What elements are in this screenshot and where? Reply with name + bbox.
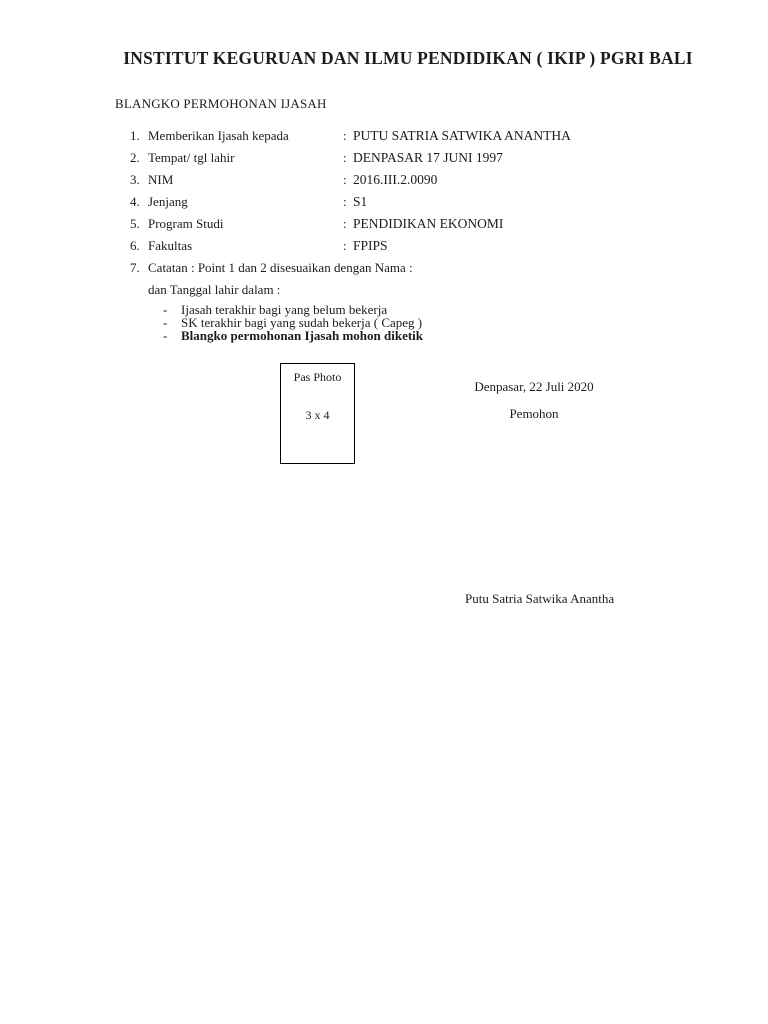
note-bullet-mohon-diketik xyxy=(0,328,768,343)
field-separator: : xyxy=(343,128,347,143)
field-label: Jenjang xyxy=(148,194,188,209)
field-number: 7. xyxy=(130,260,140,275)
note-text-line2: dan Tanggal lahir dalam : xyxy=(148,282,281,297)
bullet-dash: - xyxy=(163,328,168,343)
field-value-fakultas: FPIPS xyxy=(353,238,388,253)
field-separator: : xyxy=(343,150,347,165)
note-text-line1: Catatan : Point 1 dan 2 disesuaikan dengan Nama : xyxy=(148,260,413,275)
field-label: Program Studi xyxy=(148,216,224,231)
form-heading: BLANGKO PERMOHONAN IJASAH xyxy=(115,96,327,111)
field-number: 2. xyxy=(130,150,140,165)
field-row-nim xyxy=(0,172,768,190)
field-label: Memberikan Ijasah kepada xyxy=(148,128,289,143)
field-value-birth: DENPASAR 17 JUNI 1997 xyxy=(353,150,503,165)
field-value-name: PUTU SATRIA SATWIKA ANANTHA xyxy=(353,128,571,143)
pas-photo-box xyxy=(280,363,355,464)
field-separator: : xyxy=(343,172,347,187)
field-number: 6. xyxy=(130,238,140,253)
field-separator: : xyxy=(343,238,347,253)
bullet-text: SK terakhir bagi yang sudah bekerja ( Capeg ) xyxy=(181,315,423,330)
pas-photo-size: 3 x 4 xyxy=(305,408,330,422)
field-separator: : xyxy=(343,216,347,231)
field-number: 1. xyxy=(130,128,140,143)
signature-role: Pemohon xyxy=(509,406,559,421)
field-row-program-studi xyxy=(0,216,768,234)
signature-block xyxy=(454,379,614,422)
field-label: NIM xyxy=(148,172,174,187)
field-number: 5. xyxy=(130,216,140,231)
signature-place-date: Denpasar, 22 Juli 2020 xyxy=(474,379,594,394)
field-value-nim: 2016.III.2.0090 xyxy=(353,172,438,187)
field-value-jenjang: S1 xyxy=(353,194,368,209)
field-label: Tempat/ tgl lahir xyxy=(148,150,235,165)
field-row-tempat-tgl-lahir xyxy=(0,150,768,168)
field-number: 3. xyxy=(130,172,140,187)
field-row-jenjang xyxy=(0,194,768,212)
bullet-dash: - xyxy=(163,302,168,317)
field-row-memberikan-ijasah xyxy=(0,128,768,146)
document-title: INSTITUT KEGURUAN DAN ILMU PENDIDIKAN ( IKIP ) PGRI BALI xyxy=(123,48,693,68)
bullet-dash: - xyxy=(163,315,168,330)
signature-name: Putu Satria Satwika Anantha xyxy=(465,591,615,606)
bullet-text-bold: Blangko permohonan Ijasah mohon diketik xyxy=(181,328,424,343)
field-number: 4. xyxy=(130,194,140,209)
field-value-program-studi: PENDIDIKAN EKONOMI xyxy=(353,216,504,231)
pas-photo-label: Pas Photo xyxy=(293,370,342,384)
field-label: Fakultas xyxy=(148,238,193,253)
field-row-fakultas xyxy=(0,238,768,256)
bullet-text: Ijasah terakhir bagi yang belum bekerja xyxy=(181,302,388,317)
note-row-catatan xyxy=(0,260,768,278)
field-separator: : xyxy=(343,194,347,209)
